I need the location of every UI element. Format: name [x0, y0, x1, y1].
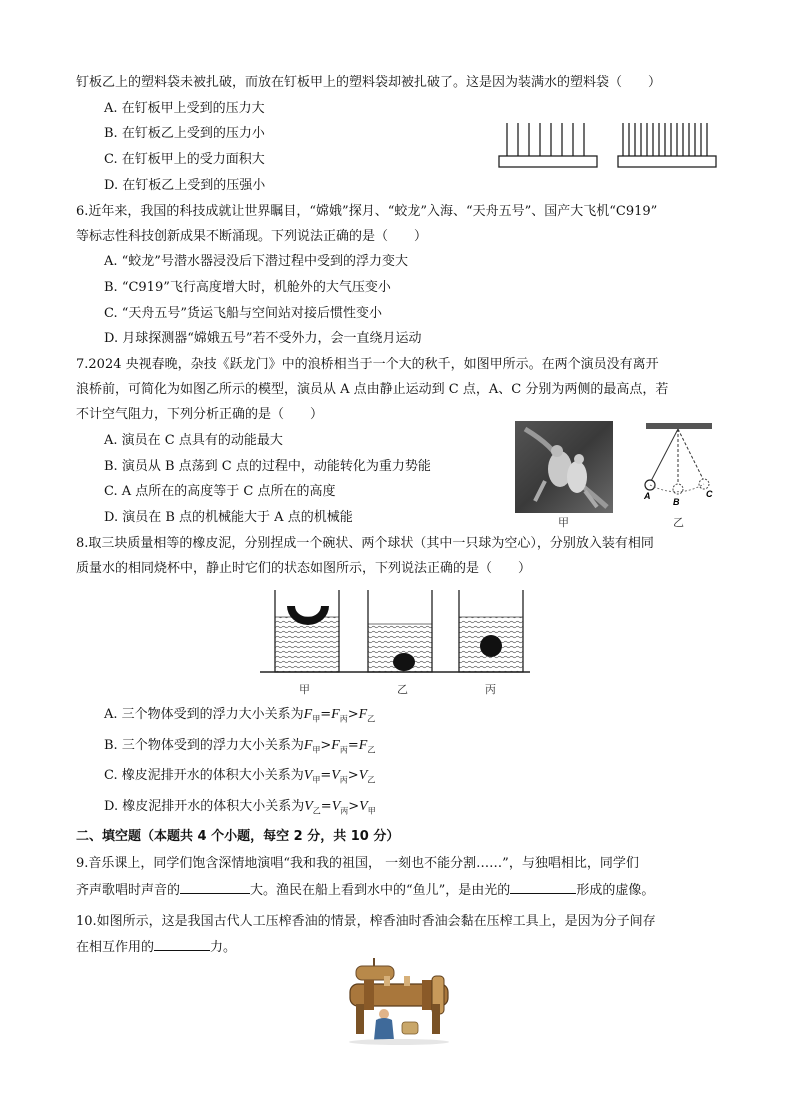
q8-c-sub3: 乙: [367, 775, 376, 785]
q8-a-op2: >: [347, 707, 359, 722]
fig8-label-yi: 乙: [397, 684, 408, 696]
q7-option-a: A. 演员在 C 点具有的动能最大: [104, 433, 283, 448]
q8-stem-line2: 质量水的相同烧杯中，静止时它们的状态如图所示，下列说法正确的是（ ）: [76, 561, 532, 576]
q8-option-a: [104, 706, 375, 729]
q9-text-c: 形成的虚像。: [576, 883, 655, 898]
pendulum-label-a: A: [644, 491, 651, 501]
q8-option-c-text: C. 橡皮泥排开水的体积大小关系为: [104, 768, 304, 783]
q8-c-op1: =: [320, 768, 332, 783]
q8-c-var2: V: [331, 768, 340, 783]
q7-stem-line1: 7.2024 央视春晚，杂技《跃龙门》中的浪桥相当于一个大的秋千，如图甲所示。在两个演员没有离开: [76, 357, 659, 372]
q10-text-b: 力。: [210, 940, 237, 955]
q8-option-c: [104, 767, 375, 790]
q7-option-c: C. A 点所在的高度等于 C 点所在的高度: [104, 484, 336, 499]
fig8-label-jia: 甲: [299, 684, 310, 696]
section2-title: 二、填空题（本题共 4 个小题，每空 2 分，共 10 分）: [76, 829, 400, 844]
q8-b-op2: =: [347, 738, 359, 753]
q6-option-a: A. “蛟龙”号潜水器浸没后下潜过程中受到的浮力变大: [104, 254, 408, 269]
q8-c-var1: V: [303, 768, 313, 783]
q9-blank-1[interactable]: [180, 880, 250, 894]
q8-c-var3: V: [358, 768, 368, 783]
q8-c-op2: >: [347, 768, 359, 783]
q8-b-var1: F: [303, 738, 313, 753]
q8-d-var2: V: [331, 799, 341, 814]
q10-line1: 10.如图所示，这是我国古代人工压榨香油的情景，榨香油时香油会黏在压榨工具上，是因为分子间存: [76, 914, 656, 929]
q8-b-var3: F: [358, 738, 368, 753]
fig7-label-yi: 乙: [673, 517, 684, 529]
q6-option-c: C. “天舟五号”货运飞船与空间站对接后惯性变小: [104, 306, 383, 321]
q7-option-b: B. 演员从 B 点荡到 C 点的过程中，动能转化为重力势能: [104, 459, 431, 474]
q8-a-sub1: 甲: [312, 714, 321, 724]
q8-a-sub2: 丙: [339, 714, 348, 724]
q8-b-var2: F: [331, 738, 340, 753]
q5-option-b: B. 在钉板乙上受到的压力小: [104, 126, 265, 141]
q6-option-d: D. 月球探测器“嫦娥五号”若不受外力，会一直绕月运动: [104, 331, 422, 346]
q7-stem-line2: 浪桥前，可简化为如图乙所示的模型，演员从 A 点由静止运动到 C 点，A、C 分别为两侧的最高点，若: [76, 382, 669, 397]
q8-a-var2: F: [331, 707, 340, 722]
q8-b-sub3: 乙: [367, 745, 376, 755]
q10-text-a: 在相互作用的: [76, 940, 155, 955]
q8-d-sub1: 乙: [312, 806, 321, 816]
q8-c-sub1: 甲: [312, 775, 321, 785]
q8-d-sub2: 丙: [340, 806, 349, 816]
q6-option-b: B. “C919”飞行高度增大时，机舱外的大气压变小: [104, 280, 391, 295]
q9-line1: 9.音乐课上，同学们饱含深情地演唱“我和我的祖国， 一刻也不能分割……”，与独唱相比，同学们: [76, 856, 639, 871]
acrobat-photo: [515, 421, 613, 513]
pendulum-label-b: B: [673, 497, 680, 507]
q9-text-b: 大。渔民在船上看到水中的“鱼儿”，是由光的: [250, 883, 511, 898]
q8-b-sub2: 丙: [339, 745, 348, 755]
q8-d-var3: V: [359, 799, 368, 814]
oil-press-illustration: [344, 956, 454, 1046]
q9-line2: [76, 880, 654, 900]
q8-c-sub2: 丙: [339, 775, 348, 785]
q8-option-d: [104, 798, 376, 821]
q9-blank-2[interactable]: [510, 880, 576, 894]
q5-option-c: C. 在钉板甲上的受力面积大: [104, 152, 265, 167]
q8-b-sub1: 甲: [312, 745, 321, 755]
pendulum-figure: [634, 419, 724, 515]
q5-option-a: A. 在钉板甲上受到的压力大: [104, 101, 265, 116]
q6-stem-line1: 6.近年来，我国的科技成就让世界瞩目，“嫦娥”探月、“蛟龙”入海、“天舟五号”、国产大飞机“C919”: [76, 204, 658, 219]
fig8-label-bing: 丙: [485, 684, 496, 696]
q10-line2: [76, 937, 236, 957]
nail-boards-figure: [494, 118, 720, 172]
q8-d-var1: V: [304, 799, 313, 814]
q7-stem-line3: 不计空气阻力，下列分析正确的是（ ）: [76, 407, 324, 422]
q5-stem-tail: 钉板乙上的塑料袋未被扎破，而放在钉板甲上的塑料袋却被扎破了。这是因为装满水的塑料袋（ ）: [76, 75, 662, 90]
q6-stem-line2: 等标志性科技创新成果不断涌现。下列说法正确的是（ ）: [76, 229, 428, 244]
q8-option-a-text: A. 三个物体受到的浮力大小关系为: [104, 707, 304, 722]
q8-d-op1: =: [320, 799, 332, 814]
q10-blank-1[interactable]: [154, 937, 210, 951]
q8-a-var3: F: [358, 707, 368, 722]
q8-d-op2: >: [348, 799, 360, 814]
q8-b-op1: >: [320, 738, 332, 753]
q8-option-d-text: D. 橡皮泥排开水的体积大小关系为: [104, 799, 305, 814]
q8-a-sub3: 乙: [367, 714, 376, 724]
q8-option-b-text: B. 三个物体受到的浮力大小关系为: [104, 738, 304, 753]
q8-option-b: [104, 737, 375, 760]
q8-stem-line1: 8.取三块质量相等的橡皮泥，分别捏成一个碗状、两个球状（其中一只球为空心），分别放入装有相同: [76, 536, 654, 551]
beakers-figure: [258, 584, 532, 680]
fig7-label-jia: 甲: [558, 517, 569, 529]
q8-a-var1: F: [303, 707, 313, 722]
pendulum-label-c: C: [706, 489, 713, 499]
q5-option-d: D. 在钉板乙上受到的压强小: [104, 178, 266, 193]
q8-d-sub3: 甲: [367, 806, 376, 816]
q9-text-a: 齐声歌唱时声音的: [76, 883, 181, 898]
q7-option-d: D. 演员在 B 点的机械能大于 A 点的机械能: [104, 510, 353, 525]
q8-a-op1: =: [320, 707, 332, 722]
